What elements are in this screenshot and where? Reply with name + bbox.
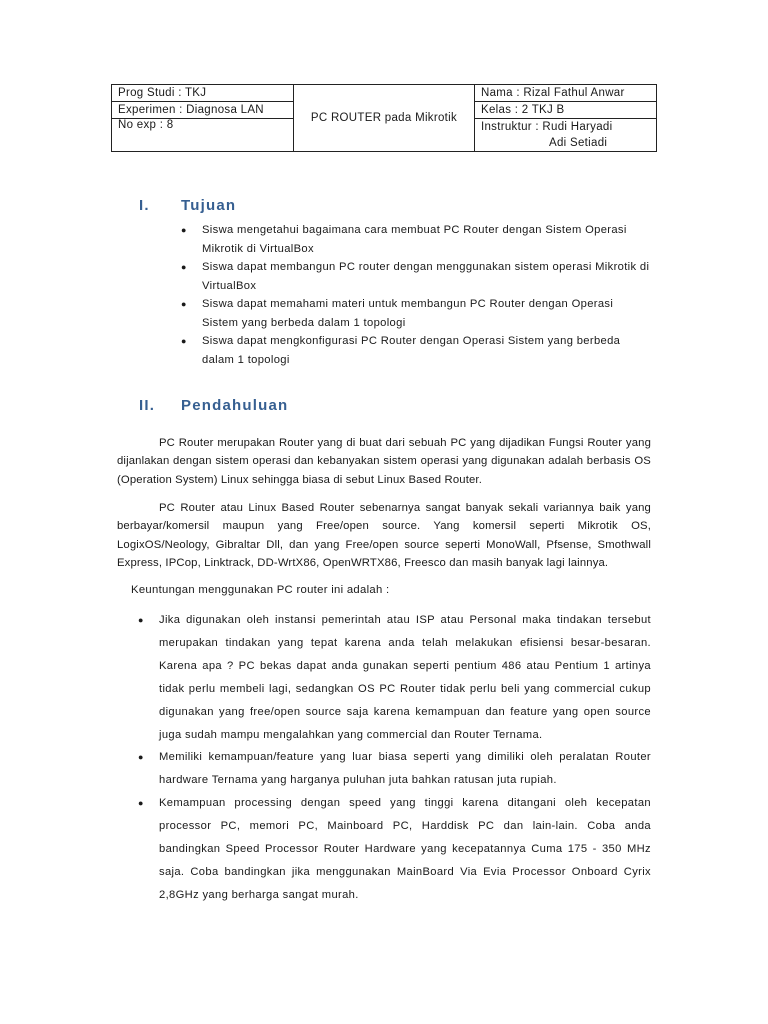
section-title: Tujuan	[181, 197, 237, 214]
bullet-icon: ●	[181, 299, 187, 309]
keuntungan-intro: Keuntungan menggunakan PC router ini adalah :	[131, 584, 390, 596]
list-item: ● Siswa dapat membangun PC router dengan menggunakan sistem operasi Mikrotik di VirtualBox	[181, 258, 651, 295]
list-item: ● Memiliki kemampuan/feature yang luar biasa seperti yang dimiliki oleh peralatan Router hardware Ternama yang harganya puluhan juta bahkan ratusan juta rupiah.	[138, 746, 651, 792]
list-item: ● Siswa dapat mengkonfigurasi PC Router dengan Operasi Sistem yang berbeda dalam 1 topologi	[181, 332, 651, 369]
instruktur2-text: Adi Setiadi	[548, 137, 608, 149]
bullet-icon: ●	[181, 225, 187, 235]
bullet-icon: ●	[138, 615, 144, 625]
section-number: II.	[139, 397, 156, 414]
list-item: ● Kemampuan processing dengan speed yang tinggi karena ditangani oleh kecepatan processor PC, memori PC, Mainboard PC, Harddisk PC dan lain-lain. Coba anda bandingkan Speed Processor Router Hardware yang kecepatannya Cuma 175 - 350 MHz saja. Coba bandingkan jika menggunakan MainBoard Via Evia Processor Onboard Cyrix 2,8GHz yang berharga sangat murah.	[138, 792, 651, 907]
paragraph-1: PC Router merupakan Router yang di buat dari sebuah PC yang dijadikan Fungsi Router yang dijanlakan dengan sistem operasi dan kebanyakan sistem operasi yang digunakan adalah berbasis OS (Operation System) Linux sehingga biasa di sebut Linux Based Router.	[117, 437, 651, 486]
header-table	[111, 84, 657, 152]
keuntungan-list	[138, 609, 651, 907]
bullet-icon: ●	[181, 336, 187, 346]
section-number: I.	[139, 197, 150, 214]
kelas-cell: Kelas : 2 TKJ B	[474, 102, 656, 119]
section-heading-tujuan	[139, 197, 236, 214]
prog-studi-cell: Prog Studi : TKJ	[112, 85, 294, 102]
tujuan-list	[181, 221, 651, 369]
experiment-title-cell: PC ROUTER pada Mikrotik	[294, 85, 475, 152]
nama-cell: Nama : Rizal Fathul Anwar	[474, 85, 656, 102]
list-item: ● Jika digunakan oleh instansi pemerintah atau ISP atau Personal maka tindakan tersebut merupakan tindakan yang tepat karena anda telah melakukan efisiensi besar-besaran. Karena apa ? PC bekas dapat anda gunakan seperti pentium 486 atau Pentium 1 artinya tidak perlu membeli lagi, sedangkan OS PC Router tidak perlu beli yang commercial cukup digunakan yang free/open source saja karena kemampuan dan feature yang open source juga sudah mampu mengalahkan yang commercial dan Router Ternama.	[138, 609, 651, 746]
list-item: ● Siswa mengetahui bagaimana cara membuat PC Router dengan Sistem Operasi Mikrotik di VirtualBox	[181, 221, 651, 258]
list-item: ● Siswa dapat memahami materi untuk membangun PC Router dengan Operasi Sistem yang berbeda dalam 1 topologi	[181, 295, 651, 332]
no-exp-cell: No exp : 8	[112, 119, 294, 152]
bullet-icon: ●	[181, 262, 187, 272]
section-title: Pendahuluan	[181, 397, 289, 414]
experimen-cell: Experimen : Diagnosa LAN	[112, 102, 294, 119]
paragraph-2: PC Router atau Linux Based Router sebenarnya sangat banyak sekali variannya baik yang berbayar/komersil maupun yang Free/open source. Yang komersil seperti Mikrotik OS, LogixOS/Neology, Gibraltar Dll, dan yang Free/open source seperti MonoWall, Pfsense, Smothwall Express, IPCop, Linktrack, DD-WrtX86, OpenWRTX86, Freesco dan masih banyak lagi lainnya.	[117, 502, 651, 569]
bullet-icon: ●	[138, 752, 144, 763]
instruktur-cell: Instruktur : Rudi Haryadi	[474, 119, 656, 136]
section-heading-pendahuluan	[139, 397, 288, 414]
bullet-icon: ●	[138, 798, 144, 809]
instruktur2-cell	[474, 135, 656, 152]
